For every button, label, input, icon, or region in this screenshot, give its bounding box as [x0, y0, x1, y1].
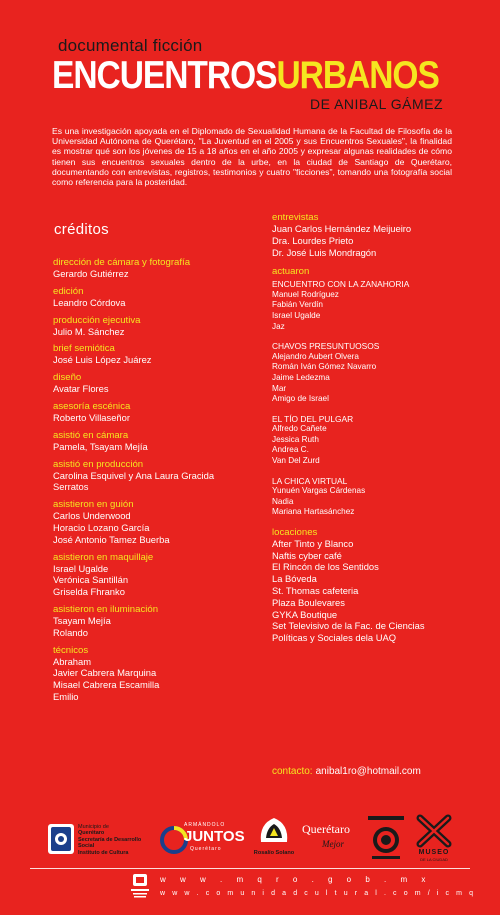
credit-name: José Antonio Tamez Buerba: [53, 533, 170, 545]
credit-name: Misael Cabrera Escamilla: [53, 679, 160, 691]
credit-section: [53, 459, 263, 494]
museo-logo: [410, 814, 458, 866]
author: DE ANIBAL GÁMEZ: [310, 96, 444, 112]
entrevistas-names: [272, 223, 472, 258]
credit-role: diseño: [53, 372, 82, 384]
location-name: Plaza Boulevares: [272, 596, 345, 608]
sun-emblem-icon: [368, 816, 404, 862]
footer-crest-icon: [130, 872, 150, 902]
museo-x-icon: [416, 814, 452, 848]
juntos-line-3: Querétaro: [190, 846, 222, 852]
cast-group: [272, 279, 472, 332]
credit-role: asistieron en guión: [53, 499, 134, 511]
queretaro-mejor-line-2: Mejor: [322, 839, 344, 849]
cast-member: Jaz: [272, 321, 285, 331]
juntos-line-1: ARMÁNDOLO: [184, 822, 226, 828]
cast-member: Román Iván Gómez Navarro: [272, 362, 377, 372]
museo-line-1: MUSEO: [418, 849, 450, 856]
credit-role: edición: [53, 285, 84, 297]
location-name: Políticas y Sociales dela UAQ: [272, 632, 397, 644]
cast-member: Alejandro Aubert Olvera: [272, 351, 359, 361]
cast-group-title: EL TÍO DEL PULGAR: [272, 413, 354, 424]
locaciones-section: [272, 527, 472, 644]
municipio-line-2: Querétaro: [78, 830, 105, 837]
credit-section: [53, 343, 263, 366]
entrevistas-role: entrevistas: [272, 212, 319, 223]
credit-section: [53, 257, 263, 280]
credit-name: José Luis López Juárez: [53, 354, 152, 366]
title-part-2: URBANOS: [276, 54, 439, 97]
contact-label: contacto:: [272, 766, 313, 777]
locaciones-names: [272, 538, 472, 644]
cast-member: Alfredo Cañete: [272, 424, 327, 434]
credit-section: [53, 372, 263, 395]
credit-section: [53, 286, 263, 309]
footer-divider: [30, 868, 470, 869]
cast-member: Mariana Hartasánchez: [272, 507, 355, 517]
credit-role: dirección de cámara y fotografía: [53, 257, 191, 268]
credit-name: Pamela, Tsayam Mejía: [53, 440, 148, 452]
cast-member: Jessica Ruth: [272, 434, 319, 444]
credit-name: Julio M. Sánchez: [53, 325, 125, 337]
juntos-line-2: JUNTOS: [184, 828, 245, 845]
credit-name: Avatar Flores: [53, 383, 109, 395]
queretaro-mejor-logo: [302, 822, 362, 858]
cast-group: [272, 414, 472, 467]
credit-name: Javier Cabrera Marquina: [53, 667, 157, 679]
museo-line-2: DE LA CIUDAD: [420, 857, 448, 862]
cast-member: Yunuén Vargas Cárdenas: [272, 486, 366, 496]
credit-name: Emilio: [53, 690, 79, 702]
title-part-1: ENCUENTROS: [52, 54, 277, 97]
cast-member: Jaime Ledezma: [272, 372, 330, 382]
cast-member: Israel Ugalde: [272, 311, 321, 321]
credits-left-column: [53, 257, 263, 709]
rosalio-label: Rosalío Solano: [253, 850, 295, 856]
cast-member: Nadia: [272, 496, 294, 506]
credit-section: [53, 499, 263, 545]
contact: [272, 766, 421, 777]
credit-name: Israel Ugalde: [53, 562, 109, 574]
location-name: After Tinto y Blanco: [272, 537, 354, 549]
credit-role: asesoría escénica: [53, 400, 131, 412]
cast-group: [272, 476, 472, 518]
credit-name: Verónica Santillán: [53, 574, 129, 586]
municipio-logo: [48, 820, 158, 858]
credit-section: [53, 645, 263, 703]
footer-url-2[interactable]: w w w . c o m u n i d a d c u l t u r a l . c o m / i c m q: [160, 890, 476, 897]
cast-member: Van Del Zurd: [272, 456, 320, 466]
credit-name: Tsayam Mejía: [53, 614, 111, 626]
queretaro-mejor-line-1: Querétaro: [302, 822, 350, 836]
cast-group-title: ENCUENTRO CON LA ZANAHORIA: [272, 279, 410, 290]
entrevista-name: Juan Carlos Hernández Meijueiro: [272, 223, 412, 234]
cast-group: [272, 341, 472, 404]
cast-group-title: CHAVOS PRESUNTUOSOS: [272, 341, 380, 352]
cast-member: Andrea C.: [272, 445, 309, 455]
municipio-line-3: Secretaría de Desarrollo Social: [78, 836, 142, 850]
rosalio-emblem-icon: [257, 814, 291, 846]
contact-email[interactable]: anibal1ro@hotmail.com: [315, 766, 421, 777]
cast-member: Amigo de Israel: [272, 394, 329, 404]
location-name: La Bóveda: [272, 573, 317, 585]
credit-role: asistió en producción: [53, 458, 144, 470]
municipio-crest-icon: [48, 824, 74, 854]
credit-name: Leandro Córdova: [53, 296, 126, 308]
credit-name: Carlos Underwood: [53, 510, 131, 522]
credit-name: Abraham: [53, 655, 92, 667]
credit-section: [53, 401, 263, 424]
footer-small-logo: [130, 872, 150, 907]
entrevista-name: Dr. José Luis Mondragón: [272, 246, 377, 258]
actuaron-section: [272, 266, 472, 518]
juntos-logo: [160, 816, 245, 860]
municipio-line-4: Instituto de Cultura: [78, 849, 129, 856]
credit-section: [53, 604, 263, 639]
cast-member: Mar: [272, 383, 287, 393]
entrevista-name: Dra. Lourdes Prieto: [272, 234, 354, 246]
credit-name: Horacio Lozano García: [53, 521, 150, 533]
municipio-line-1: Municipio de: [78, 824, 109, 830]
location-name: GYKA Boutique: [272, 608, 338, 620]
credit-role: asistió en cámara: [53, 429, 129, 441]
credit-section: [53, 430, 263, 453]
credits-title: créditos: [54, 221, 109, 238]
footer-url-1[interactable]: w w w . m q r o . g o b . m x: [160, 875, 432, 884]
location-name: El Rincón de los Sentidos: [272, 561, 379, 573]
credit-name: Serratos: [53, 481, 89, 493]
actuaron-role: actuaron: [272, 266, 310, 278]
cast-group-title: LA CHICA VIRTUAL: [272, 475, 348, 486]
location-name: Naftis cyber café: [272, 549, 342, 561]
intro-paragraph: Es una investigación apoyada en el Diplomado de Sexualidad Humana de la Facultad de Filosofía de la Universidad Autónoma de Querétaro, "La Juventud en el 2005 y sus Encuentros Sexuales", la finalidad es mostrar qué son los jóvenes de 15 a 18 años en el año 2005 y expresar algunas realidades de cómo tienen sus encuentros sexuales dentro de la urbe, en la ciudad de Santiago de Querétaro, documentando con entrevistas, registros, testimonios y cuatro "ficciones", tomando una fotografía social como referencia para la posteridad.: [52, 126, 452, 188]
subtitle: documental ficción: [58, 36, 203, 55]
cast-member: Fabián Verdín: [272, 300, 323, 310]
credits-right-column: [272, 212, 472, 650]
credit-role: producción ejecutiva: [53, 314, 141, 326]
locaciones-role: locaciones: [272, 526, 318, 538]
credit-name: Carolina Esquivel y Ana Laura Gracida: [53, 469, 215, 481]
main-title: [52, 54, 439, 98]
entrevistas-section: [272, 212, 472, 258]
credit-name: Gerardo Gutiérrez: [53, 268, 129, 279]
sun-emblem-logo: [368, 816, 404, 862]
credit-name: Griselda Fhranko: [53, 586, 125, 598]
credit-role: brief semiótica: [53, 343, 115, 355]
rosalio-logo: [250, 814, 298, 864]
credit-name: Roberto Villaseñor: [53, 411, 130, 423]
credit-role: técnicos: [53, 644, 89, 656]
sponsor-logos: [0, 810, 500, 868]
credit-section: [53, 315, 263, 338]
cast-member: Manuel Rodríguez: [272, 289, 339, 299]
credit-section: [53, 552, 263, 598]
credit-name: Rolando: [53, 626, 88, 638]
location-name: Set Televisivo de la Fac. de Ciencias: [272, 620, 425, 632]
actuaron-groups: [272, 279, 472, 518]
credit-role: asistieron en maquillaje: [53, 551, 154, 563]
location-name: St. Thomas cafeteria: [272, 585, 359, 597]
credit-role: asistieron en iluminación: [53, 603, 159, 615]
